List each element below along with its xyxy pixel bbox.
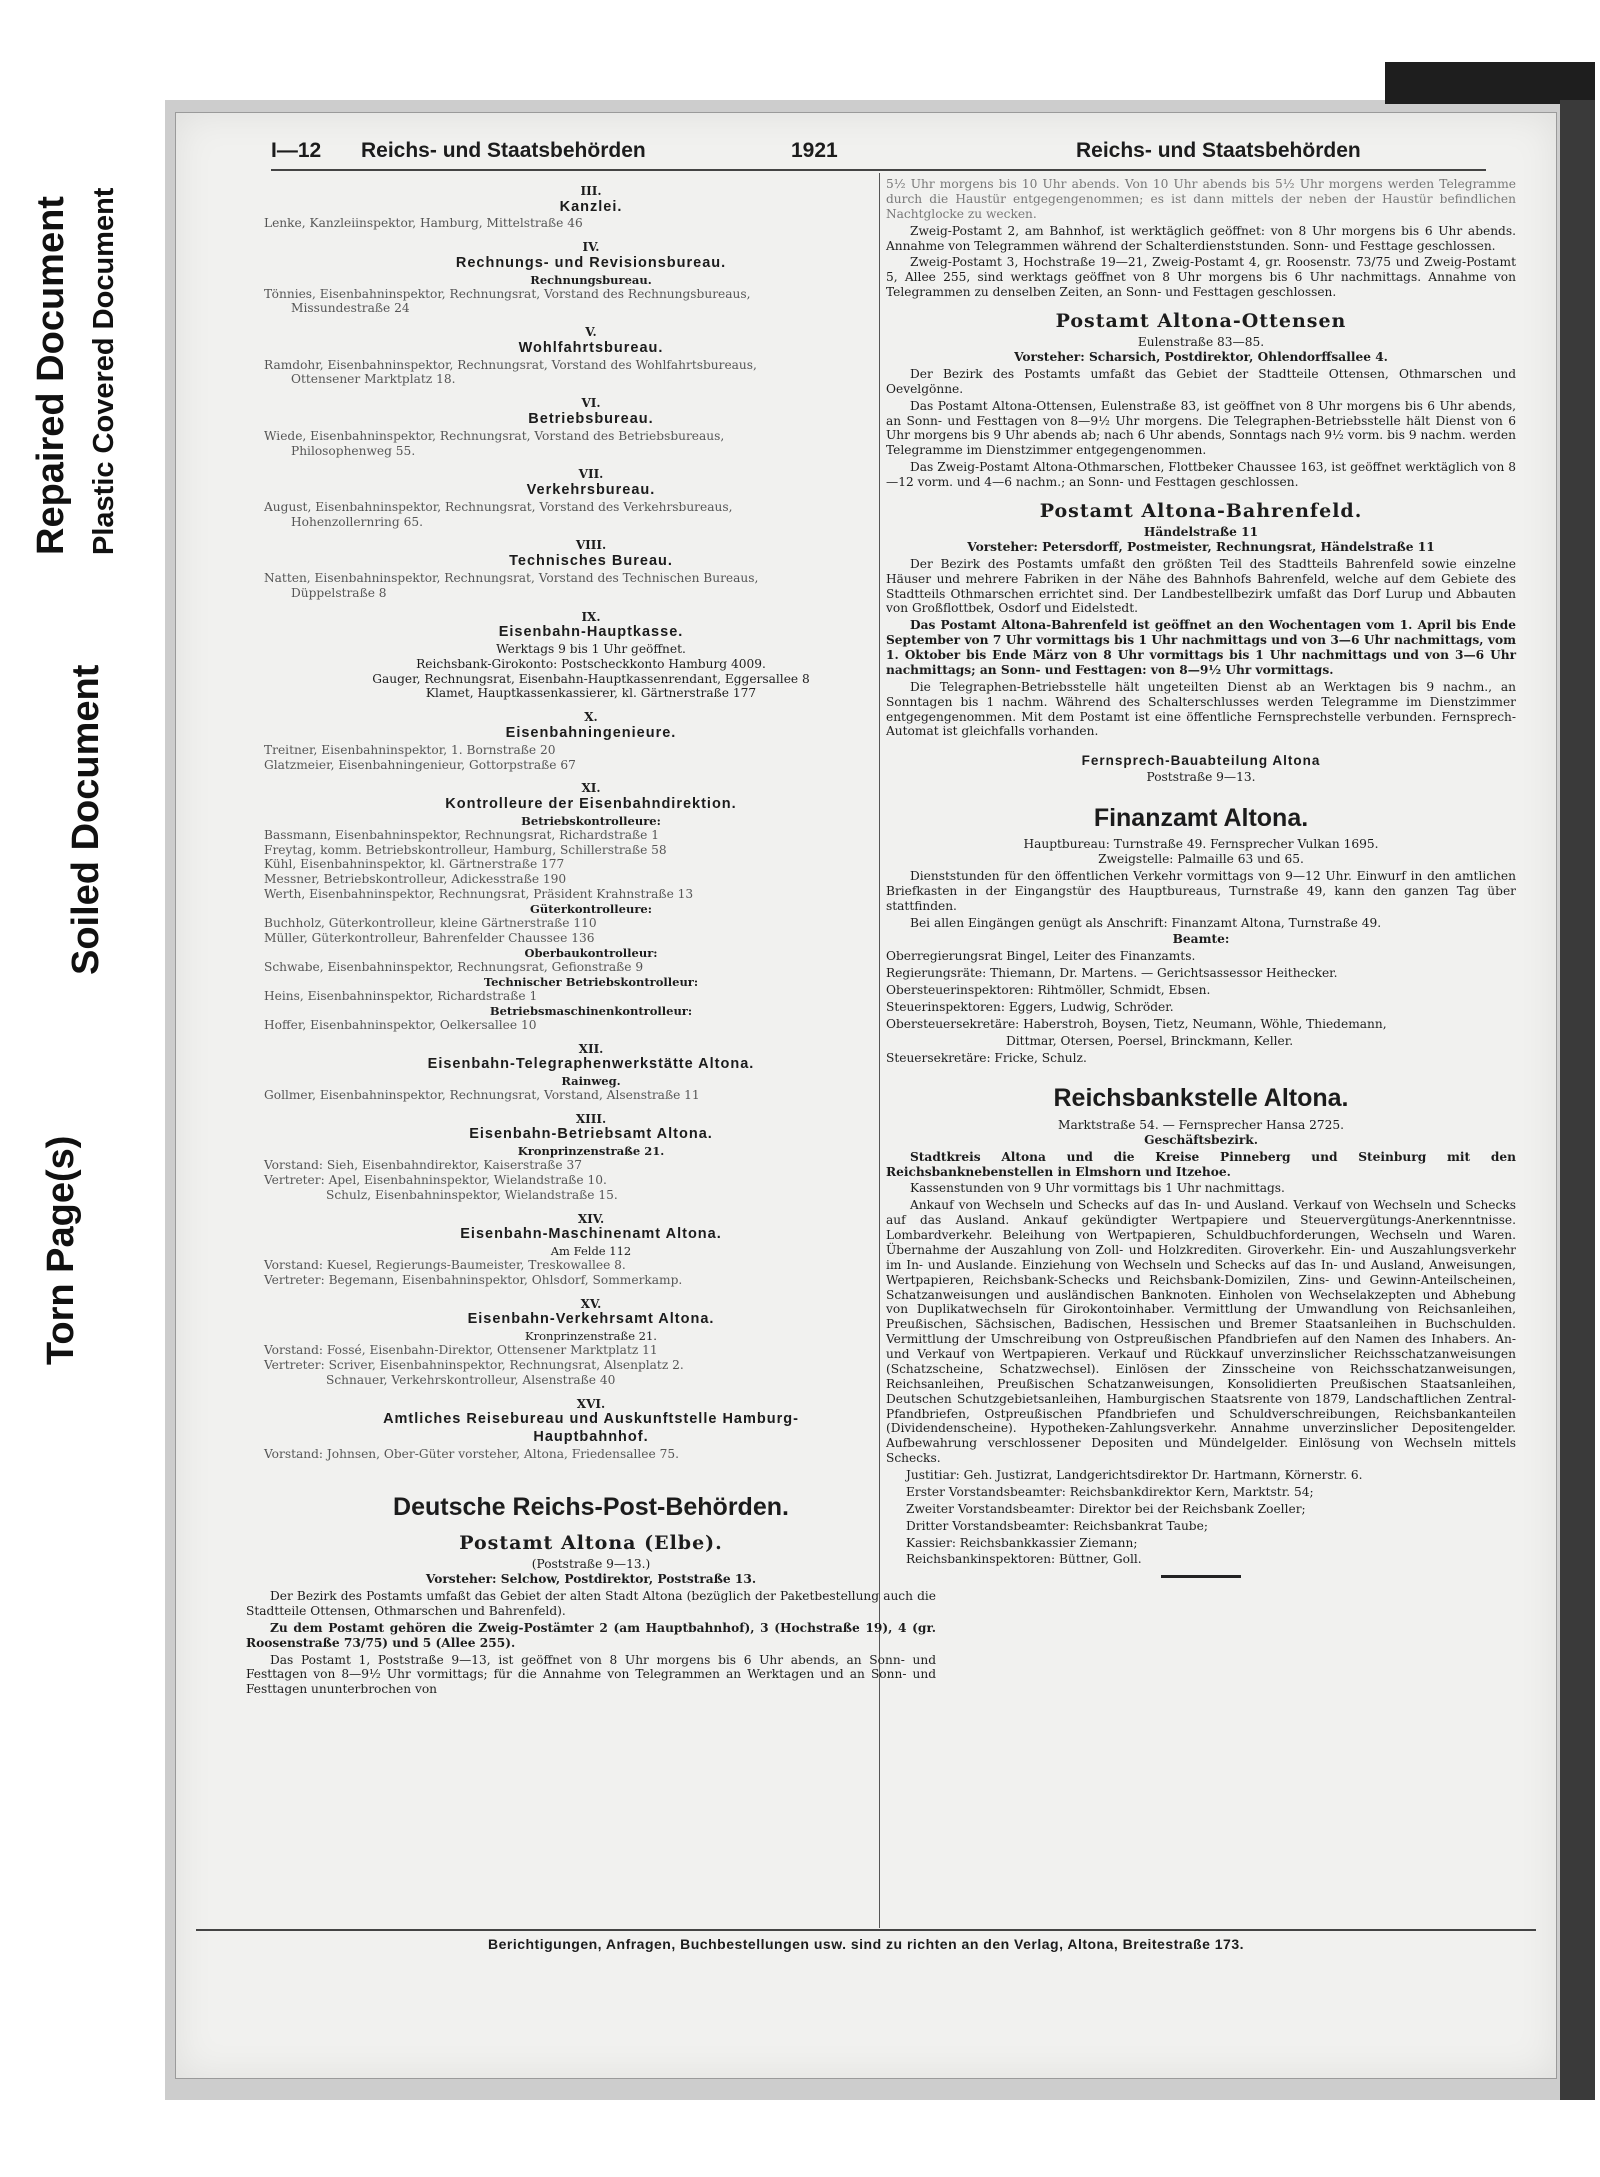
section-subtitle: Oberbaukontrolleur: — [524, 945, 658, 960]
section-subtitle: Betriebsmaschinenkontrolleur: — [489, 1003, 693, 1018]
section-subtitle: Technischer Betriebskontrolleur: — [483, 974, 699, 989]
entry: Schulz, Eisenbahninspektor, Wielandstraße 15. — [326, 1187, 618, 1202]
list-item: Regierungsräte: Thiemann, Dr. Martens. — Gerichtsassessor Heithecker. — [886, 966, 1338, 981]
left-column — [246, 175, 936, 1699]
section-reisebureau — [246, 1397, 936, 1462]
paragraph: Zu dem Postamt gehören die Zweig-Postämter 2 (am Hauptbahnhof), 3 (Hochstraße 19), 4 (gr. Roosenstraße 73/75) und 5 (Allee 255). — [246, 1620, 936, 1650]
entry: Reichsbank-Girokonto: Postscheckkonto Hamburg 4009. — [416, 656, 766, 671]
document-page — [175, 112, 1557, 2079]
section-number: VIII. — [575, 538, 607, 553]
section-number: XI. — [581, 781, 601, 796]
postamt-ottensen-address: Eulenstraße 83—85. — [1137, 335, 1265, 350]
section-subtitle: Rainweg. — [561, 1073, 621, 1088]
entry: Treitner, Eisenbahninspektor, 1. Bornstraße 20 — [264, 742, 556, 757]
paragraph: 5½ Uhr morgens bis 10 Uhr abends. Von 10 Uhr abends bis 5½ Uhr morgens werden Telegramme durch die Haustür entgegengenommen; es ist dann mittels der neben der Haustür befindlichen Nachtglocke zu wecken. — [886, 177, 1516, 221]
paragraph: Bei allen Eingängen genügt als Anschrift: Finanzamt Altona, Turnstraße 49. — [910, 915, 1382, 930]
postamt-ottensen-title: Postamt Altona-Ottensen — [1055, 310, 1347, 332]
entry: Messner, Betriebskontrolleur, Adickesstraße 190 — [264, 872, 567, 887]
section-kontrolleure — [246, 781, 936, 1032]
page-footer: Berichtigungen, Anfragen, Buchbestellungen usw. sind zu richten an den Verlag, Altona, Breitestraße 173. — [196, 1929, 1536, 1952]
section-title: Amtliches Reisebureau und Auskunftstelle Hamburg-Hauptbahnhof. — [383, 1411, 799, 1446]
section-subtitle: Kronprinzenstraße 21. — [525, 1329, 657, 1344]
list-item: Reichsbankinspektoren: Büttner, Goll. — [906, 1552, 1142, 1567]
paragraph: Zweig-Postamt 2, am Bahnhof, ist werktäglich geöffnet: von 8 Uhr morgens bis 6 Uhr abends. Annahme von Telegrammen während der Schalterdienststunden. Sonn- und Festtage geschlossen. — [886, 223, 1516, 253]
postamt-ottensen-vorsteher: Vorsteher: Scharsich, Postdirektor, Ohlendorffsallee 4. — [1014, 350, 1388, 365]
entry: Müller, Güterkontrolleur, Bahrenfelder Chaussee 136 — [264, 930, 595, 945]
list-item: Dritter Vorstandsbeamter: Reichsbankrat Taube; — [906, 1518, 1208, 1533]
section-number: VI. — [581, 396, 601, 411]
section-number: XVI. — [576, 1396, 606, 1411]
entry: Düppelstraße 8 — [291, 585, 387, 600]
section-maschinenamt — [246, 1212, 936, 1288]
entry: Schnauer, Verkehrskontrolleur, Alsenstraße 40 — [326, 1372, 616, 1387]
entry: Gollmer, Eisenbahninspektor, Rechnungsrat, Vorstand, Alsenstraße 11 — [264, 1087, 700, 1102]
right-column — [886, 175, 1516, 1578]
entry: Buchholz, Güterkontrolleur, kleine Gärtnerstraße 110 — [264, 916, 597, 931]
entry: Vertreter: Begemann, Eisenbahninspektor, Ohlsdorf, Sommerkamp. — [264, 1272, 683, 1287]
section-verkehrsamt — [246, 1297, 936, 1388]
section-telegraphenwerkstaette — [246, 1042, 936, 1103]
section-hauptkasse — [246, 610, 936, 702]
post-heading: Deutsche Reichs-Post-Behörden. — [393, 1492, 789, 1521]
paragraph: Das Zweig-Postamt Altona-Othmarschen, Flottbeker Chaussee 163, ist geöffnet werktäglich von 8—12 vorm. und 4—6 nachm.; an Sonn- und Festtagen geschlossen. — [886, 460, 1516, 490]
entry: Missundestraße 24 — [291, 301, 410, 316]
entry: Lenke, Kanzleiinspektor, Hamburg, Mittelstraße 46 — [264, 216, 583, 231]
entry: Hohenzollernring 65. — [291, 514, 423, 529]
section-betriebsbureau — [246, 396, 936, 458]
finanzamt-title: Finanzamt Altona. — [1093, 803, 1309, 832]
section-title: Wohlfahrtsbureau. — [518, 339, 664, 356]
entry: Vertreter: Apel, Eisenbahninspektor, Wielandstraße 10. — [264, 1172, 607, 1187]
section-title: Betriebsbureau. — [528, 410, 654, 427]
entry: Gauger, Rechnungsrat, Eisenbahn-Hauptkassenrendant, Eggersallee 8 — [372, 671, 810, 686]
entry: Kühl, Eisenbahninspektor, kl. Gärtnerstraße 177 — [264, 857, 565, 872]
section-title: Eisenbahn-Verkehrsamt Altona. — [467, 1311, 715, 1328]
paragraph: Das Postamt 1, Poststraße 9—13, ist geöffnet von 8 Uhr morgens bis 6 Uhr abends, an Sonn- und Festtagen von 8—9½ Uhr vormittags; für die Annahme von Telegrammen an Werktagen und an Sonn- und Festtagen ununterbrochen von — [246, 1652, 936, 1697]
section-number: III. — [580, 184, 602, 198]
entry: Natten, Eisenbahninspektor, Rechnungsrat, Vorstand des Technischen Bureaus, — [264, 570, 759, 585]
entry: Vorstand: Fossé, Eisenbahn-Direktor, Ottensener Marktplatz 11 — [264, 1343, 658, 1358]
list-item: Steuersekretäre: Fricke, Schulz. — [886, 1050, 1087, 1065]
postamt-altona-vorsteher: Vorsteher: Selchow, Postdirektor, Poststraße 13. — [425, 1572, 757, 1587]
section-number: XV. — [580, 1296, 602, 1311]
paragraph: Kassenstunden von 9 Uhr vormittags bis 1 Uhr nachmittags. — [910, 1181, 1285, 1196]
right-edge-mark — [1560, 100, 1595, 2100]
postamt-altona-address: (Poststraße 9—13.) — [531, 1557, 651, 1572]
header-left-title: Reichs- und Staatsbehörden — [361, 139, 646, 162]
label-torn-pages: Torn Page(s) — [40, 1135, 82, 1365]
section-number: XIII. — [575, 1111, 607, 1126]
section-subtitle: Kronprinzenstraße 21. — [517, 1144, 665, 1159]
paragraph: Stadtkreis Altona und die Kreise Pinneberg und Steinburg mit den Reichsbanknebenstellen in Elmshorn und Itzehoe. — [886, 1149, 1516, 1179]
section-title: Kanzlei. — [559, 198, 623, 215]
section-title: Eisenbahn-Hauptkasse. — [498, 624, 684, 641]
section-verkehrsbureau — [246, 467, 936, 529]
entry: Schwabe, Eisenbahninspektor, Rechnungsrat, Gefionstraße 9 — [264, 959, 644, 974]
list-item: Justitiar: Geh. Justizrat, Landgerichtsdirektor Dr. Hartmann, Körnerstr. 6. — [906, 1468, 1363, 1483]
end-rule — [1161, 1575, 1241, 1578]
list-item: Obersteuersekretäre: Haberstroh, Boysen, Tietz, Neumann, Wöhle, Thiedemann, — [886, 1016, 1387, 1031]
paragraph: Die Telegraphen-Betriebsstelle hält ungeteilten Dienst ab an Werktagen bis 9 nachm., an Sonntagen bis 1 nachm. Während des Schalterschlusses werden Telegramme im Dienstzimmer entgegengenommen. Mit dem Postamt ist eine öffentliche Fernsprechstelle verbunden. Fernsprech-Automat ist gleichfalls vorhanden. — [886, 679, 1516, 739]
section-number: XII. — [578, 1041, 604, 1056]
section-title: Eisenbahningenieure. — [505, 724, 677, 741]
entry: Vorstand: Sieh, Eisenbahndirektor, Kaiserstraße 37 — [264, 1158, 582, 1173]
corner-mark — [1385, 62, 1595, 104]
list-item: Obersteuerinspektoren: Rihtmöller, Schmidt, Ebsen. — [886, 983, 1211, 998]
section-number: V. — [585, 325, 597, 340]
section-title: Eisenbahn-Maschinenamt Altona. — [460, 1226, 722, 1243]
section-number: XIV. — [577, 1211, 605, 1226]
postamt-altona-title: Postamt Altona (Elbe). — [459, 1532, 723, 1555]
section-subtitle: Güterkontrolleure: — [530, 902, 652, 917]
paragraph: Der Bezirk des Postamts umfaßt das Gebiet der alten Stadt Altona (bezüglich der Paketbestellung auch die Stadtteile Ottensen, Othmarschen und Bahrenfeld). — [246, 1589, 936, 1618]
entry: Vorstand: Johnsen, Ober-Güter vorsteher, Altona, Friedensallee 75. — [264, 1446, 679, 1461]
entry: Klamet, Hauptkassenkassierer, kl. Gärtnerstraße 177 — [425, 686, 757, 701]
finanzamt-line: Zweigstelle: Palmaille 63 und 65. — [1098, 852, 1304, 867]
entry: Glatzmeier, Eisenbahningenieur, Gottorpstraße 67 — [264, 757, 576, 772]
reichsbank-bezirk: Geschäftsbezirk. — [1144, 1132, 1258, 1147]
section-title: Kontrolleure der Eisenbahndirektion. — [445, 796, 737, 813]
paragraph: Der Bezirk des Postamts umfaßt das Gebiet der Stadtteile Ottensen, Othmarschen und Oevelgönne. — [886, 366, 1516, 396]
label-plastic-covered-document: Plastic Covered Document — [88, 187, 120, 555]
section-subtitle: Betriebskontrolleure: — [521, 813, 661, 828]
entry: Tönnies, Eisenbahninspektor, Rechnungsrat, Vorstand des Rechnungsbureaus, — [264, 286, 751, 301]
section-title: Technisches Bureau. — [509, 553, 673, 570]
section-title: Eisenbahn-Telegraphenwerkstätte Altona. — [427, 1056, 755, 1073]
fernsprech-address: Poststraße 9—13. — [1146, 769, 1256, 784]
entry: Vertreter: Scriver, Eisenbahninspektor, Rechnungsrat, Alsenplatz 2. — [264, 1357, 684, 1372]
entry: Werktags 9 bis 1 Uhr geöffnet. — [496, 641, 686, 656]
header-year: 1921 — [791, 139, 838, 162]
entry: Philosophenweg 55. — [291, 443, 416, 458]
list-item: Steuerinspektoren: Eggers, Ludwig, Schröder. — [886, 999, 1174, 1014]
section-technisches-bureau — [246, 538, 936, 600]
postamt-bahrenfeld-address: Händelstraße 11 — [1143, 525, 1259, 540]
entry: Wiede, Eisenbahninspektor, Rechnungsrat, Vorstand des Betriebsbureaus, — [264, 428, 725, 443]
entry: Ramdohr, Eisenbahninspektor, Rechnungsrat, Vorstand des Wohlfahrtsbureaus, — [264, 357, 757, 372]
section-number: X. — [584, 710, 598, 725]
paragraph: Zweig-Postamt 3, Hochstraße 19—21, Zweig-Postamt 4, gr. Roosenstr. 73/75 und Zweig-Postamt 5, Allee 255, sind werktags geöffnet von 8 Uhr morgens bis 6 Uhr nachmittags. Annahme von Telegrammen zu denselben Zeiten, an Sonn- und Festtagen geschlossen. — [886, 255, 1516, 300]
reichsbank-title: Reichsbankstelle Altona. — [1053, 1084, 1349, 1113]
fernsprech-title: Fernsprech-Bauabteilung Altona — [1081, 753, 1321, 769]
entry: Ottensener Marktplatz 18. — [291, 372, 456, 387]
list-item: Dittmar, Otersen, Poersel, Brinckmann, Keller. — [1006, 1033, 1294, 1048]
finanzamt-beamte: Beamte: — [1172, 932, 1230, 947]
paragraph: Das Postamt Altona-Ottensen, Eulenstraße 83, ist geöffnet von 8 Uhr morgens bis 6 Uhr abends, an Sonn- und Festtagen von 8—9½ Uhr morgens. Die Telegraphen-Betriebsstelle hält Dienst von 6 Uhr morgens bis 9 Uhr abends ab; nach 6 Uhr abends, Sonntags nach 9½ vorm. bis 9 nachm. werden Telegramme im Dienstzimmer entgegengenommen. — [886, 398, 1516, 458]
entry: Freytag, komm. Betriebskontrolleur, Hamburg, Schillerstraße 58 — [264, 842, 667, 857]
paragraph: Das Postamt Altona-Bahrenfeld ist geöffnet an den Wochentagen vom 1. April bis Ende September von 7 Uhr vormittags bis 1 Uhr nachmittags und von 3—6 Uhr nachmittags, vom 1. Oktober bis Ende März von 8 Uhr vormittags bis 1 Uhr nachmittags und von 3—6 Uhr nachmittags; an Sonn- und Festtagen: von 8—9½ Uhr vormittags. — [886, 618, 1516, 677]
section-rechnungsbureau — [246, 240, 936, 316]
entry: Vorstand: Kuesel, Regierungs-Baumeister, Treskowallee 8. — [264, 1258, 626, 1273]
page-header — [271, 135, 1486, 171]
list-item: Erster Vorstandsbeamter: Reichsbankdirektor Kern, Marktstr. 54; — [906, 1484, 1314, 1499]
entry: Bassmann, Eisenbahninspektor, Rechnungsrat, Richardstraße 1 — [264, 827, 660, 842]
section-title: Eisenbahn-Betriebsamt Altona. — [469, 1126, 713, 1143]
paragraph: Dienststunden für den öffentlichen Verkehr vormittags von 9—12 Uhr. Einwurf in den amtlichen Briefkasten in der Eingangstür des Hauptbureaus, Turnstraße 49, kann den ganzen Tag über stattfinden. — [886, 868, 1516, 913]
page-number: I—12 — [271, 139, 322, 162]
reichsbank-address: Marktstraße 54. — Fernsprecher Hansa 2725. — [1057, 1117, 1345, 1132]
section-eisenbahningenieure — [246, 710, 936, 772]
list-item: Kassier: Reichsbankkassier Ziemann; — [906, 1535, 1138, 1550]
entry: Heins, Eisenbahninspektor, Richardstraße 1 — [264, 988, 538, 1003]
entry: August, Eisenbahninspektor, Rechnungsrat, Vorstand des Verkehrsbureaus, — [264, 499, 733, 514]
section-wohlfahrtsbureau — [246, 325, 936, 387]
finanzamt-line: Hauptbureau: Turnstraße 49. Fernsprecher Vulkan 1695. — [1023, 837, 1379, 852]
entry: Werth, Eisenbahninspektor, Rechnungsrat, Präsident Krahnstraße 13 — [264, 887, 694, 902]
list-item: Oberregierungsrat Bingel, Leiter des Finanzamts. — [886, 949, 1196, 964]
section-subtitle: Am Felde 112 — [550, 1244, 632, 1258]
section-number: IV. — [582, 240, 600, 255]
label-soiled-document: Soiled Document — [65, 664, 107, 975]
section-kanzlei — [246, 184, 936, 231]
label-repaired-document: Repaired Document — [30, 196, 72, 555]
list-item: Zweiter Vorstandsbeamter: Direktor bei der Reichsbank Zoeller; — [906, 1501, 1306, 1516]
paragraph: Der Bezirk des Postamts umfaßt den größten Teil des Stadtteils Bahrenfeld sowie einzelne Häuser und mehrere Fabriken in der Nähe des Bahnhofs Bahrenfeld, welche auf dem Gebiete des Stadtteils Othmarschen errichtet sind. Der Landbestellbezirk umfaßt das Dorf Lurup und Abbauten von Großflottbek, Osdorf und Eidelstedt. — [886, 556, 1516, 616]
section-subtitle: Rechnungsbureau. — [530, 272, 652, 287]
section-title: Verkehrsbureau. — [526, 482, 656, 499]
paragraph: Ankauf von Wechseln und Schecks auf das In- und Ausland. Verkauf von Wechseln und Schecks auf das Ausland. Ankauf gekündigter Wertpapiere und Steuervergütungs-Anerkenntnisse. Lombardverkehr. Beleihung von Wertpapieren, Schuldbuchforderungen, Wechseln und Waren. Übernahme der Auszahlung von Zoll- und Holzkrediten. Giroverkehr. Ein- und Auszahlungsverkehr im In- und Auslande. Einziehung von Wechseln und Schecks auf das In- und Ausland, Anweisungen, Wertpapieren, Reichsbank-Schecks und Reichsbank-Domizilen, Zins- und Gewinn-Anteilscheinen, Schatzanweisungen und ausländischen Banknoten. Einholen von Wechselakzepten und Abhebung von Duplikatwechseln für Girokontoinhaber. Vermittlung der Umwandlung von Reichsanleihen, Preußischen, Sächsischen, Badischen, Hessischen und Bremer Staatsanleihen in Buchschulden. Vermittlung der Umschreibung von Ostpreußischen Pfandbriefen auf den Namen des Inhabers. An- und Verkauf von Wertpapieren. Verkauf und Rückkauf unverzinslicher Reichsschatzanweisungen (Schatzscheine, Schatzwechsel). Einlösen der Zinsscheine von Reichsschatzanweisungen, Reichsanleihen, Preußischen Schatzanweisungen, Konsolidierten Preußischen Staatsanleihen, Deutschen Schutzgebietsanleihen, Hamburgischen Staatsrente von 1879, Landschaftlichen Zentral-Pfandbriefen, Ostpreußischen Pfandbriefen und Schuldverschreibungen, Reichsbankanteilen (Dividendenscheine). Hypotheken-Zahlungsverkehr. Annahme unverzinslicher Depositengelder. Aufbewahrung verschlossener Depositen und Mündelgelder. Einlösung von Wechseln mittels Schecks. — [886, 1198, 1516, 1466]
section-betriebsamt — [246, 1112, 936, 1203]
header-right-title: Reichs- und Staatsbehörden — [1076, 139, 1361, 162]
section-title: Rechnungs- und Revisionsbureau. — [455, 254, 727, 271]
entry: Hoffer, Eisenbahninspektor, Oelkersallee 10 — [264, 1017, 537, 1032]
postamt-bahrenfeld-title: Postamt Altona-Bahrenfeld. — [1039, 499, 1363, 522]
postamt-bahrenfeld-vorsteher: Vorsteher: Petersdorff, Postmeister, Rechnungsrat, Händelstraße 11 — [967, 539, 1435, 554]
section-number: IX. — [581, 609, 601, 624]
section-number: VII. — [578, 467, 604, 482]
